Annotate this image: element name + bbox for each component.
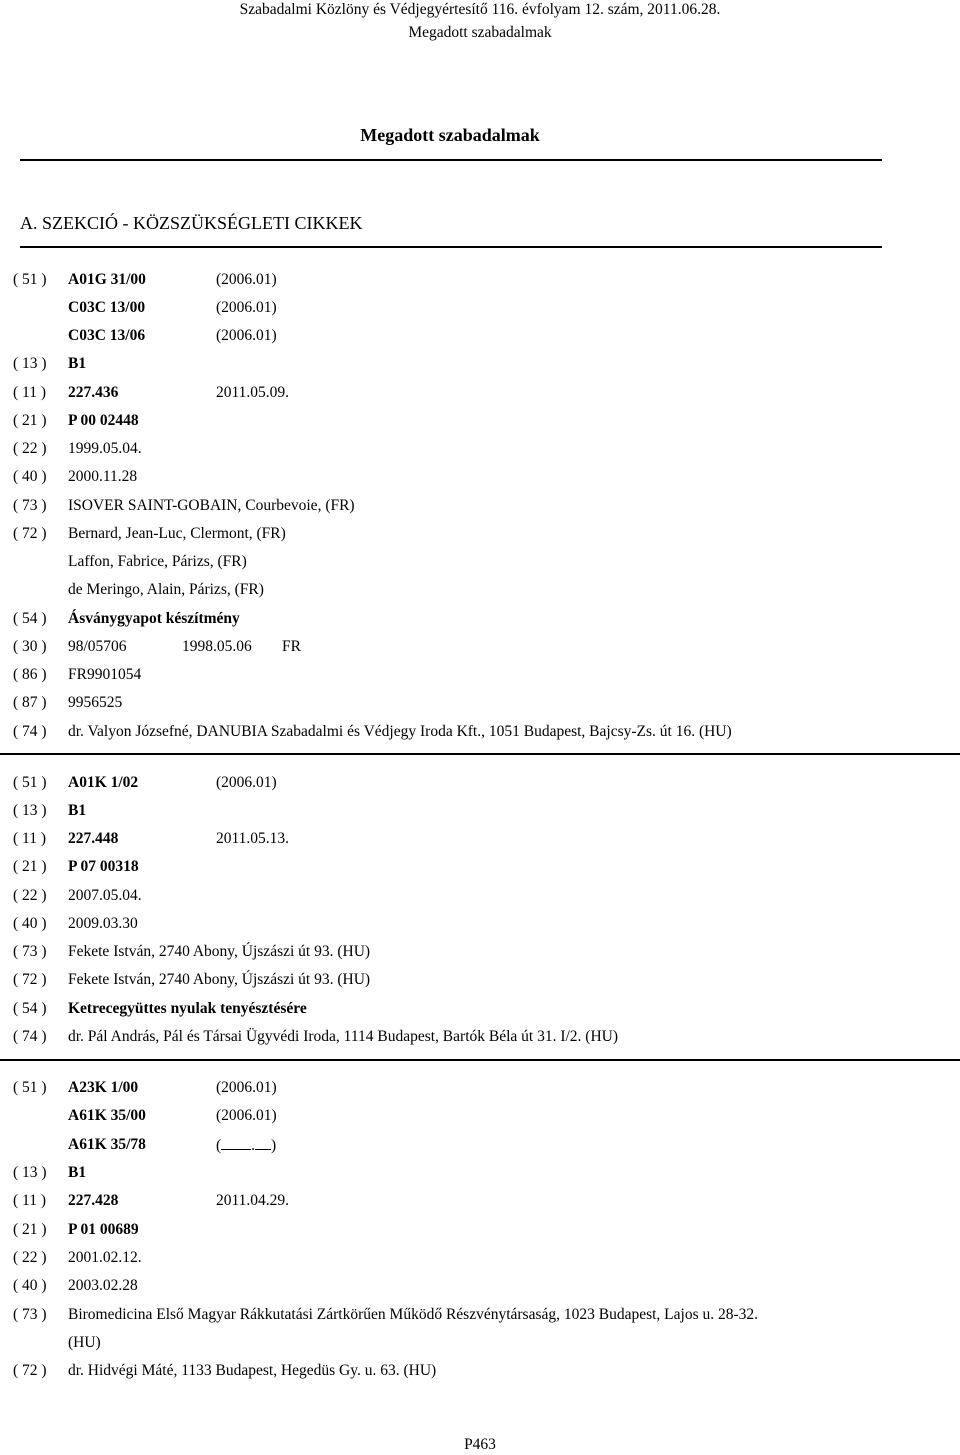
record-separator [0, 1059, 960, 1061]
record-separator [0, 753, 960, 755]
version-blank: ( . ) [216, 1137, 277, 1154]
blank-field [255, 1137, 271, 1150]
page-title: Megadott szabadalmak [360, 125, 540, 145]
page-number: P463 [464, 1436, 496, 1453]
title-rule [20, 159, 882, 161]
blank-field [221, 1137, 251, 1150]
section-rule [20, 246, 882, 248]
journal-subheader: Megadott szabadalmak [408, 24, 552, 41]
journal-header: Szabadalmi Közlöny és Védjegyértesítő 116. évfolyam 12. szám, 2011.06.28. [239, 1, 721, 18]
section-heading: A. SZEKCIÓ - KÖZSZÜKSÉGLETI CIKKEK [20, 213, 363, 233]
